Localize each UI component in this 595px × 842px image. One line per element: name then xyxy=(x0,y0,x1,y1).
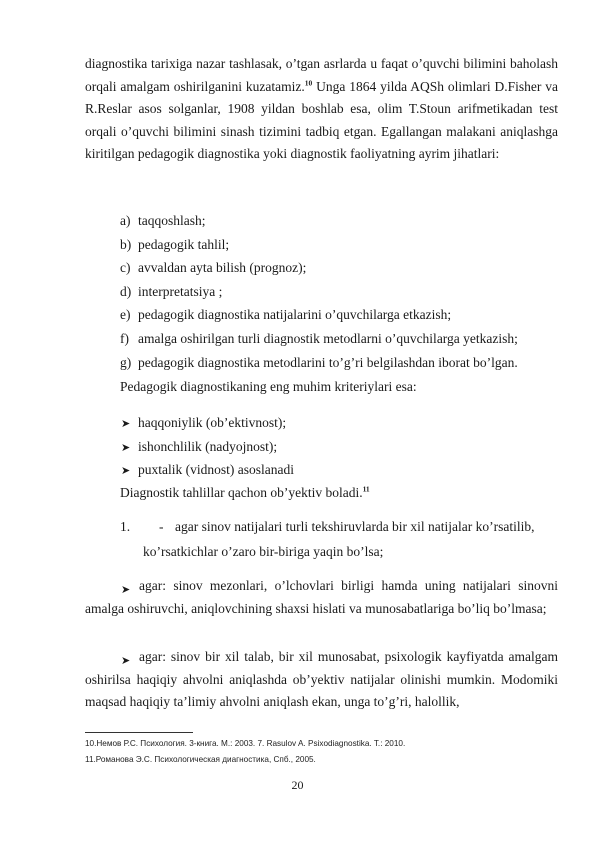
list-item-letter: f) xyxy=(120,331,129,346)
footnote-11: 11.Романова Э.С. Психологическая диагностика, Спб., 2005. xyxy=(85,755,316,764)
objective-text: Diagnostik tahlillar qachon ob’yektiv boladi. xyxy=(120,485,363,500)
numbered-item-line2: ko’rsatkichlar o’zaro bir-biriga yaqin bo’lsa; xyxy=(143,544,384,559)
numbered-item-dash: - xyxy=(159,519,164,534)
arrow-bullet-icon: ➤ xyxy=(121,584,131,596)
footnote-10: 10.Немов Р.С. Психология. 3-книга. М.: 2003. 7. Rasulov A. Psixodiagnostika. T.: 2010. xyxy=(85,739,406,748)
criteria-item: haqqoniylik (ob’ektivnost); xyxy=(138,415,287,430)
objective-line xyxy=(120,482,370,504)
list-item-letter: d) xyxy=(120,283,132,299)
numbered-item-number: 1. xyxy=(120,519,131,534)
list-item-text: pedagogik diagnostika natijalarini o’quvchilarga etkazish; xyxy=(138,307,452,323)
list-item-text: pedagogik diagnostika metodlarini to’g’ri belgilashdan iborat bo’lgan. xyxy=(138,354,518,370)
list-item-letter: a) xyxy=(120,213,131,228)
list-item-letter: c) xyxy=(120,260,131,276)
list-item-text: interpretatsiya ; xyxy=(138,283,223,299)
arrow-bullet-icon: ➤ xyxy=(121,655,131,667)
footnote-ref-10[interactable]: 10 xyxy=(304,78,313,87)
arrow-bullet-icon: ➤ xyxy=(121,418,131,430)
criteria-heading: Pedagogik diagnostikaning eng muhim kriteriylari esa: xyxy=(120,379,417,394)
footnote-ref-11[interactable]: 11 xyxy=(362,484,370,494)
intro-text-a: diagnostika tarixiga nazar tashlasak, o’tgan asrlarda u faqat o’quvchi bilimini baholash orqali amalgam oshirilganini kuzatamiz. xyxy=(85,56,558,94)
arrow-bullet-icon: ➤ xyxy=(121,441,131,454)
list-item-text: taqqoshlash; xyxy=(138,213,206,228)
criteria-item: puxtalik (vidnost) asoslanadi xyxy=(138,462,294,477)
criteria-item: ishonchlilik (nadyojnost); xyxy=(138,438,278,454)
list-item-letter: e) xyxy=(120,307,131,323)
footnote-divider xyxy=(85,732,193,733)
list-item-letter: b) xyxy=(120,236,132,252)
condition-paragraph-1: agar: sinov mezonlari, o’lchovlari birligi hamda uning natijalari sinovni amalga oshiruvchi, aniqlovchining shaxsi hislati va munosabatlariga bo’liq bo’lmasa; xyxy=(85,578,558,616)
page-number: 20 xyxy=(291,778,304,792)
numbered-item-line1: agar sinov natijalari turli tekshiruvlarda bir xil natijalar ko’rsatilib, xyxy=(175,519,535,534)
condition-paragraph-2: agar: sinov bir xil talab, bir xil munosabat, psixologik kayfiyatda amalgam oshirilsa haqiqiy ahvolni aniqlashda ob’yektiv natijalar olinishi mumkin. Modomiki maqsad haqiqiy ta’limiy ahvolni aniqlash ekan, unga to’g’ri, halollik, xyxy=(85,649,558,709)
list-item-text: avvaldan ayta bilish (prognoz); xyxy=(138,260,307,276)
list-item-text: pedagogik tahlil; xyxy=(138,236,230,252)
list-item-letter: g) xyxy=(120,354,132,370)
intro-paragraph xyxy=(85,53,558,166)
list-item-text: amalga oshirilgan turli diagnostik metodlarni o’quvchilarga yetkazish; xyxy=(138,331,518,346)
intro-text-b: Unga 1864 yilda AQSh olimlari D.Fisher va R.Reslar asos solganlar, 1908 yildan boshlab esa, olim T.Stoun arifmetikadan test orqali o’quvchi bilimini sinash tizimini tadbiq etgan. Egallangan malakani aniqlashga kiritilgan pedagogik diagnostika yoki diagnostik faoliyatning ayrim jihatlari: xyxy=(85,78,559,161)
arrow-bullet-icon: ➤ xyxy=(121,465,131,477)
